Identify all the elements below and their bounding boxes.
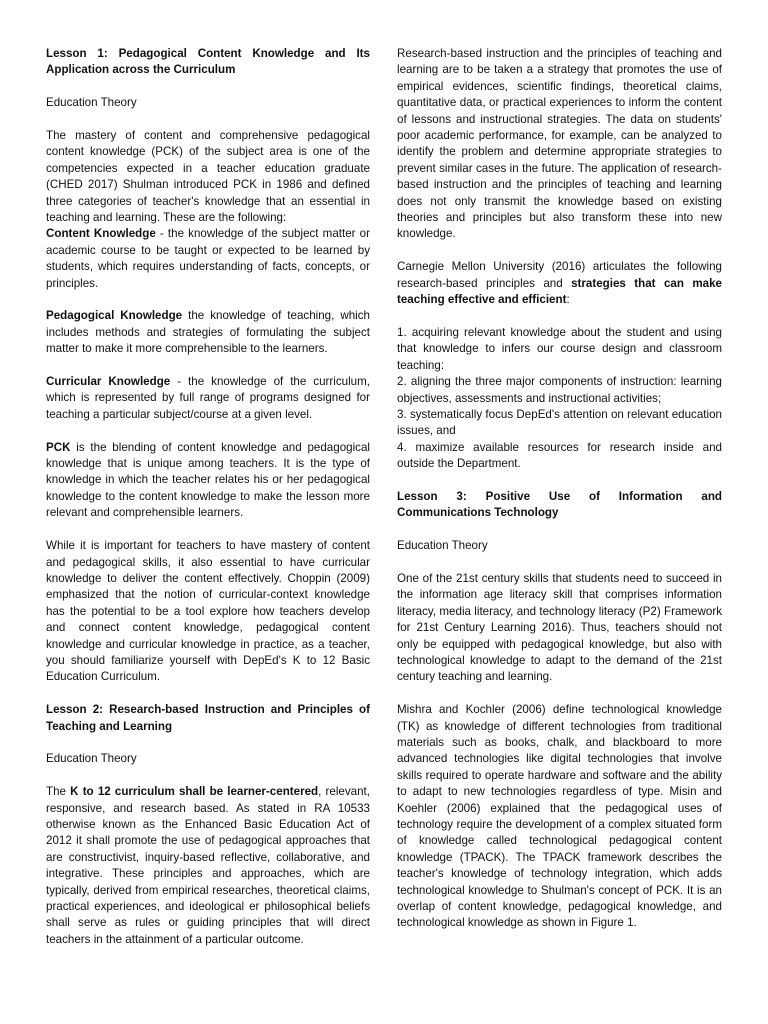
curricular-knowledge-term: Curricular Knowledge <box>46 375 171 389</box>
pedagogical-knowledge-term: Pedagogical Knowledge <box>46 309 183 323</box>
curricular-knowledge-definition: - the knowledge of the curriculum, which is represented by full range of programs designed for teaching a particular subject/course at a given level. <box>46 375 371 421</box>
cmu-prefix: Carnegie Mellon University (2016) articulates the following research-based principles and <box>397 260 722 290</box>
right-column <box>397 46 722 948</box>
mishra-koehler-paragraph: Mishra and Kochler (2006) define technological knowledge (TK) as knowledge of different technologies from traditional materials such as books, chalk, and blackboard to more advanced technologies like digital technologies that involve skills required to operate hardware and software and the ability to adapt to new technologies regardless of type. Misin and Koehler (2006) explained that the pedagogical uses of technology require the development of a complex situated form of knowledge called technological pedagogical content knowledge (TPACK). The TPACK framework describes the teacher's knowledge of technology integration, which adds technological knowledge to Shulman's concept of PCK. It is an overlap of content knowledge, pedagogical knowledge, and technological knowledge as shown in Figure 1. <box>397 703 722 930</box>
lesson3-title: Lesson 3: Positive Use of Information and Communications Technology <box>397 489 722 520</box>
k12-paragraph <box>46 784 370 948</box>
content-knowledge-term: Content Knowledge <box>46 227 156 241</box>
k12-bold: K to 12 curriculum shall be learner-centered <box>70 785 319 799</box>
list-item: 4. maximize available resources for research inside and outside the Department. <box>397 440 722 471</box>
pck-term: PCK <box>46 440 71 454</box>
k12-rest: , relevant, responsive, and research based. As stated in RA 10533 otherwise known as the Enhanced Basic Education Act of 2012 it shall promote the use of pedagogical approaches that are constructivist, inquiry-based reflective, collaborative, and integrative. These principles and approaches, which are typically, derived from empirical researches, theoretical claims, practical experiences, and ideological er philosophical beliefs shall serve as rules or guiding principles that will direct teachers in the attainment of a particular outcome. <box>46 785 371 946</box>
research-based-paragraph: Research-based instruction and the principles of teaching and learning are to be taken a a strategy that promotes the use of empirical evidences, scientific findings, theoretical claims, quantitative data, or practical experiences to inform the content of lessons and instructional strategies. The data on students' poor academic performance, for example, can be analyzed to identify the problem and determine appropriate strategies to prevent similar cases in the future. The application of research-based instruction and the principles of teaching and learning does not only transmit the knowledge based on existing theories and principles but also transform these into new knowledge. <box>397 47 722 241</box>
carnegie-mellon-paragraph <box>397 259 722 308</box>
list-item: 1. acquiring relevant knowledge about the student and using that knowledge to infers our course design and classroom teaching: <box>397 325 722 372</box>
left-column <box>46 46 370 965</box>
curricular-context-paragraph: While it is important for teachers to have mastery of content and pedagogical skills, it also essential to have curricular knowledge to deliver the content effectively. Choppin (2009) emphasized that the notion of curricular-context knowledge has the potential to be a tool explore how teachers develop and connect content knowledge, pedagogical content knowledge and curricular knowledge in practice, as a teacher, you should familiarize yourself with DepEd's K to 12 Basic Education Curriculum. <box>46 539 370 684</box>
cmu-bold: strategies that can make teaching effective and efficient <box>397 276 722 307</box>
pedagogical-knowledge-definition: the knowledge of teaching, which includes methods and strategies of formulating the subject matter to make it more comprehensible to the learners. <box>46 309 370 356</box>
list-item: 2. aligning the three major components of instruction: learning objectives, assessments and instructional activities; <box>397 375 722 405</box>
lesson2-title: Lesson 2: Research-based Instruction and Principles of Teaching and Learning <box>46 703 370 733</box>
pck-definition-paragraph <box>46 440 370 522</box>
pck-intro-paragraph: The mastery of content and comprehensive pedagogical content knowledge (PCK) of the subject area is one of the competencies expected in a teacher education graduate (CHED 2017) Shulman introduced PCK in 1986 and defined three categories of teacher's knowledge that an essential in teaching and learning. These are the following: <box>46 129 370 225</box>
21st-century-paragraph: One of the 21st century skills that students need to succeed in the information age literacy skill that comprises information literacy, media literacy, and technology literacy (P2) Framework for 21st Century Learning 2016). Thus, teachers should not only be equipped with pedagogical knowledge, but also with technological knowledge to adapt to the demand of the 21st century teaching and learning. <box>397 571 722 684</box>
cmu-suffix: : <box>566 293 570 307</box>
lesson2-education-theory: Education Theory <box>46 752 137 766</box>
content-knowledge-definition: - the knowledge of the subject matter or academic course to be taught or expected to be learned by students, which requires understanding of facts, concepts, or principles. <box>46 227 370 290</box>
curricular-knowledge-paragraph <box>46 374 370 423</box>
list-item: 3. systematically focus DepEd's attention on relevant education issues, and <box>397 407 722 438</box>
content-knowledge-paragraph <box>46 226 370 292</box>
lesson1-education-theory: Education Theory <box>46 96 137 110</box>
lesson3-education-theory: Education Theory <box>397 539 488 553</box>
pedagogical-knowledge-paragraph <box>46 308 370 357</box>
pck-definition: is the blending of content knowledge and pedagogical knowledge that is unique among teachers. It is the type of knowledge in which the teacher relates his or her pedagogical knowledge to the content knowledge to make the lesson more relevant and comprehensible learners. <box>46 440 370 520</box>
k12-prefix: The <box>46 785 71 799</box>
lesson1-title: Lesson 1: Pedagogical Content Knowledge and Its Application across the Curriculum <box>46 47 370 77</box>
